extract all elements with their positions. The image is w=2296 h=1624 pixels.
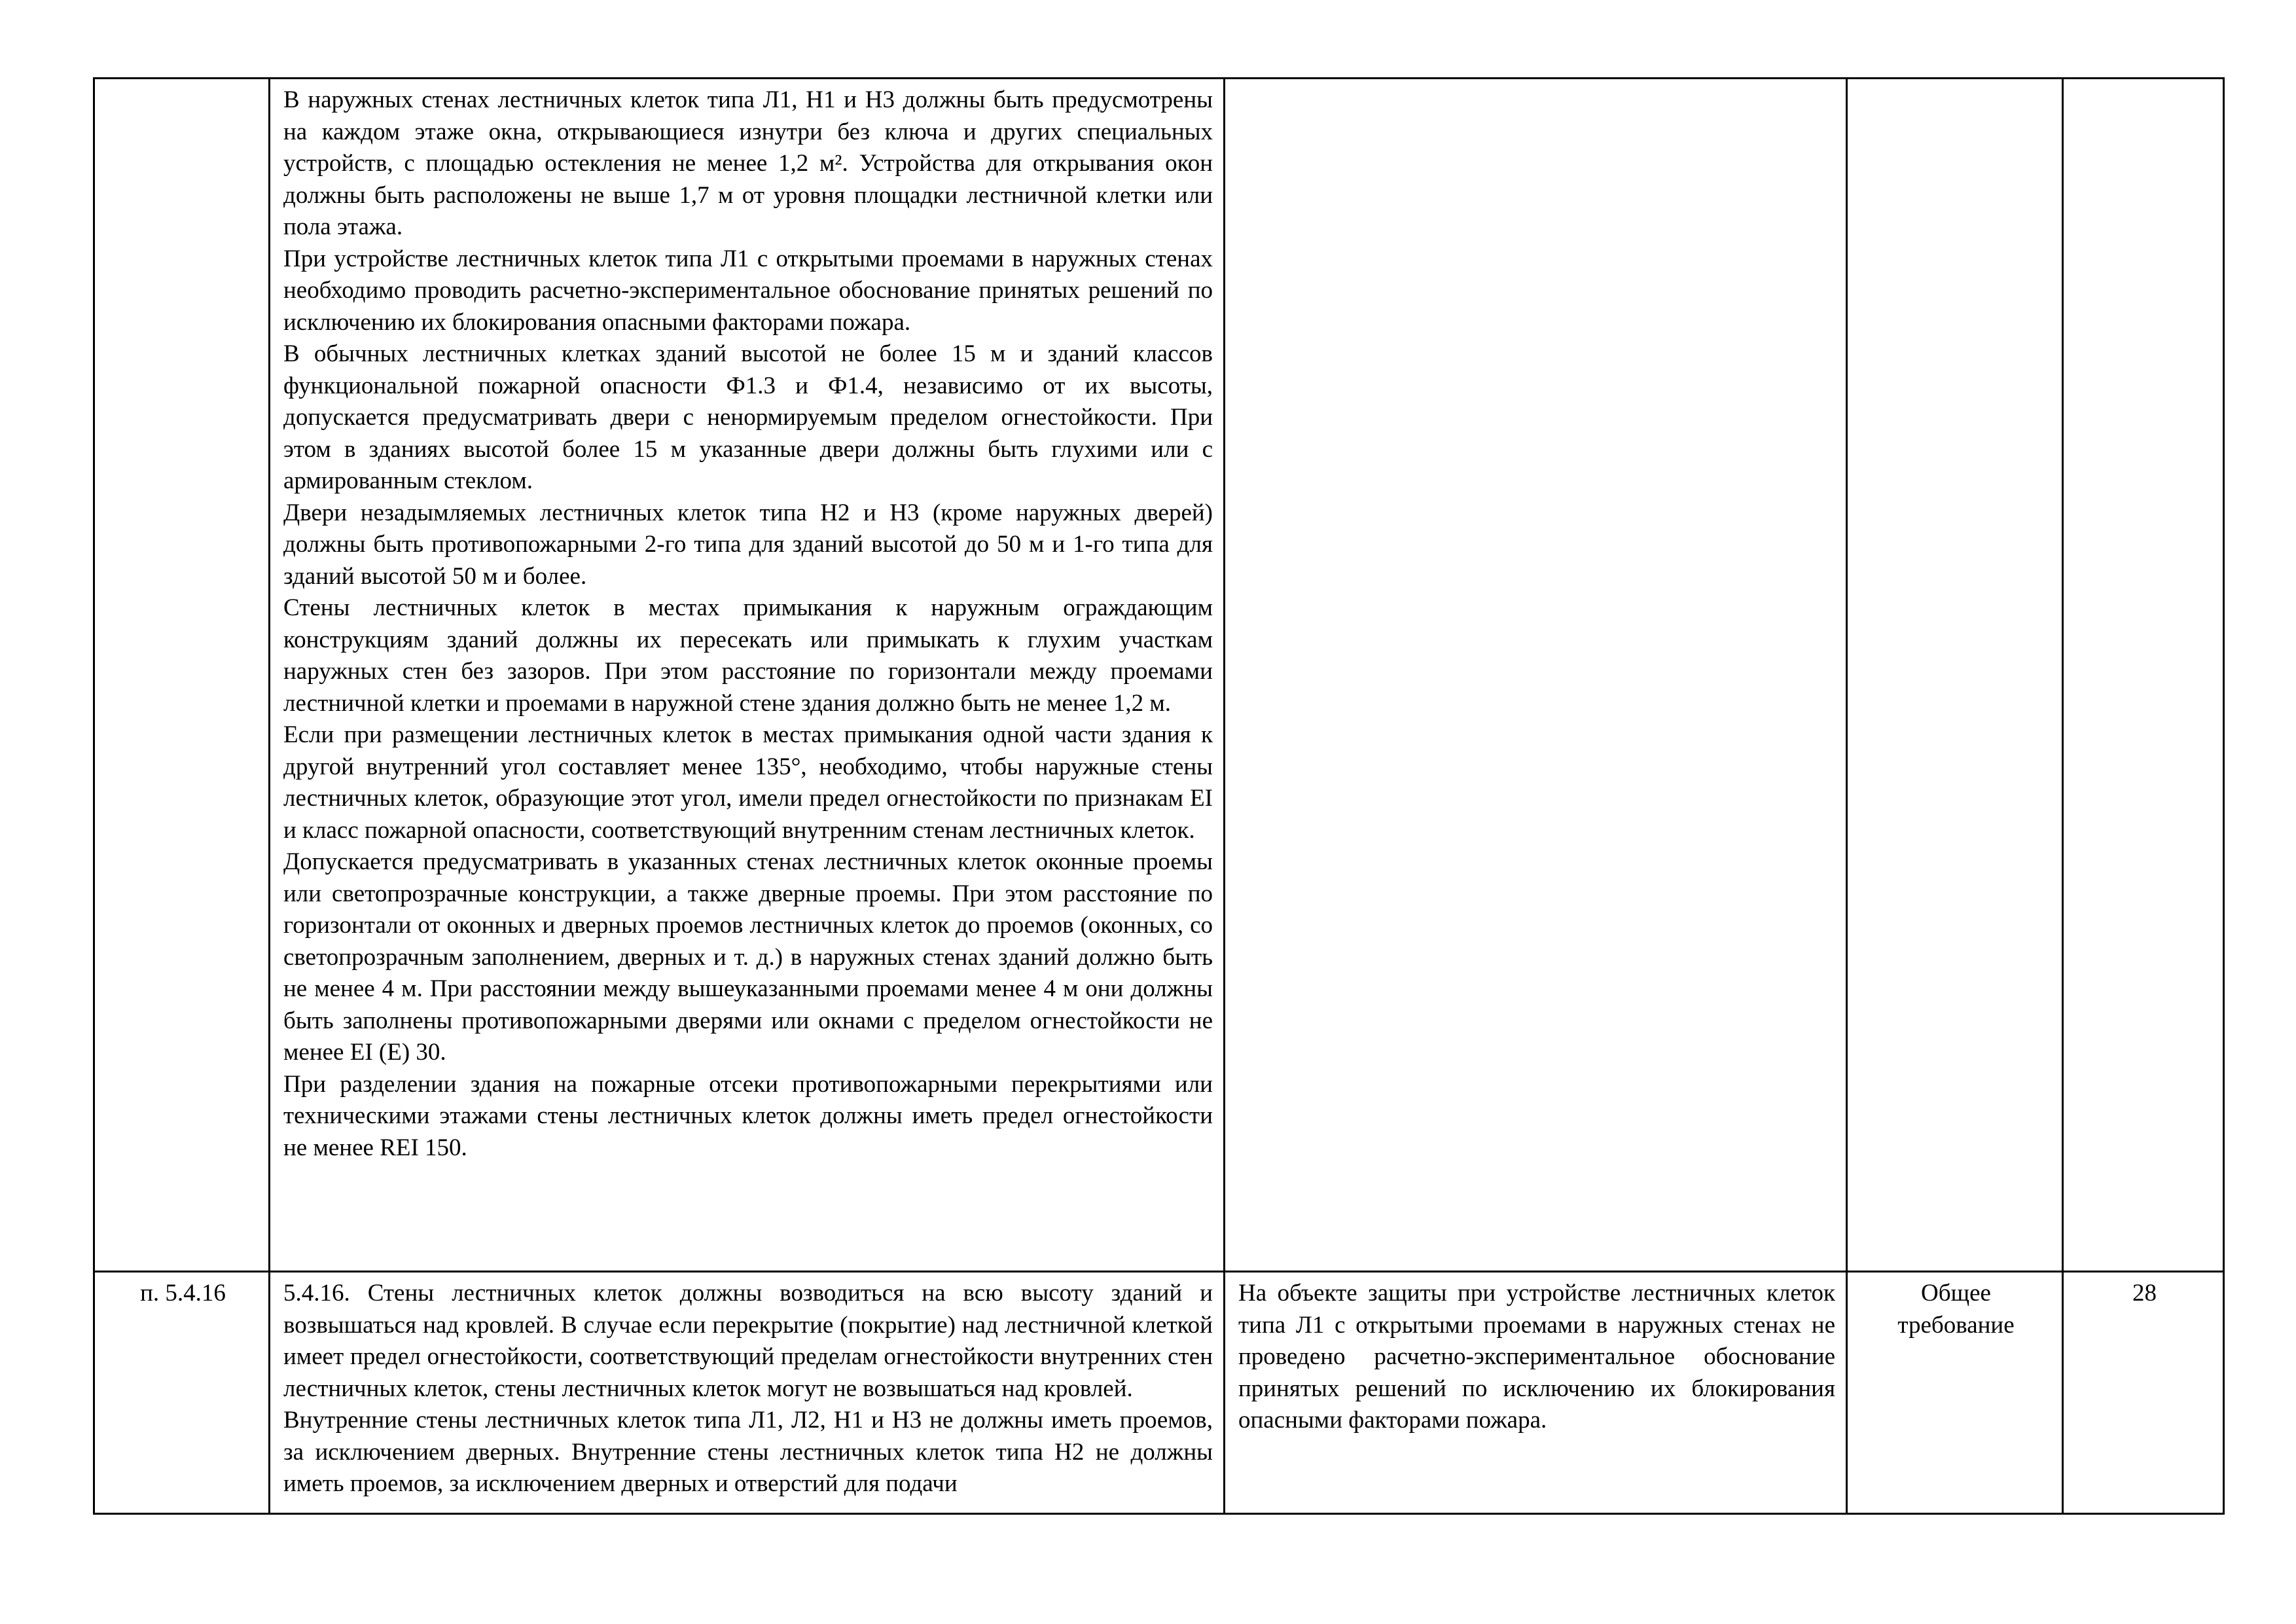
requirement-paragraph: При устройстве лестничных клеток типа Л1 с открытыми проемами в наружных стенах необходимо проводить расчетно-экспериментальное обоснование принятых решений по исключению их блокирования опасными факторами пожара. bbox=[283, 245, 1213, 336]
table-row bbox=[94, 1272, 2224, 1514]
category-cell bbox=[1847, 1272, 2063, 1514]
requirements-table bbox=[93, 77, 2225, 1515]
clause-cell bbox=[94, 79, 270, 1272]
category-line: требование bbox=[1897, 1311, 2015, 1339]
number-cell bbox=[2063, 79, 2224, 1272]
requirement-cell bbox=[270, 79, 1225, 1272]
requirement-paragraph: Если при размещении лестничных клеток в местах примыкания одной части здания к другой внутренний угол составляет менее 135°, необходимо, чтобы наружные стены лестничных клеток, образующие этот угол, имели предел огнестойкости по признакам EI и класс пожарной опасности, соответствующий внутренним стенам лестничных клеток. bbox=[283, 721, 1213, 844]
violation-paragraph: На объекте защиты при устройстве лестничных клеток типа Л1 с открытыми проемами в наружных стенах не проведено расчетно-экспериментальное обоснование принятых решений по исключению их блокирования опасными факторами пожара. bbox=[1238, 1280, 1835, 1434]
requirement-paragraph: В обычных лестничных клетках зданий высотой не более 15 м и зданий классов функциональной пожарной опасности Ф1.3 и Ф1.4, независимо от их высоты, допускается предусматривать двери с ненормируемым пределом огнестойкости. При этом в зданиях высотой более 15 м указанные двери должны быть глухими или с армированным стеклом. bbox=[283, 340, 1213, 494]
clause-text: п. 5.4.16 bbox=[140, 1280, 226, 1307]
category-line: Общее bbox=[1921, 1280, 1991, 1307]
requirement-paragraph: Двери незадымляемых лестничных клеток типа Н2 и Н3 (кроме наружных дверей) должны быть противопожарными 2-го типа для зданий высотой до 50 м и 1-го типа для зданий высотой 50 м и более. bbox=[283, 499, 1213, 590]
requirement-paragraph: При разделении здания на пожарные отсеки противопожарными перекрытиями или техническими этажами стены лестничных клеток должны иметь предел огнестойкости не менее REI 150. bbox=[283, 1070, 1213, 1161]
requirement-paragraph: В наружных стенах лестничных клеток типа Л1, Н1 и Н3 должны быть предусмотрены на каждом этаже окна, открывающиеся изнутри без ключа и других специальных устройств, с площадью остекления не менее 1,2 м². Устройства для открывания окон должны быть расположены не выше 1,7 м от уровня площадки лестничной клетки или пола этажа. bbox=[283, 86, 1213, 240]
violation-cell bbox=[1225, 1272, 1847, 1514]
clause-cell bbox=[94, 1272, 270, 1514]
requirement-paragraph: Допускается предусматривать в указанных стенах лестничных клеток оконные проемы или светопрозрачные конструкции, а также дверные проемы. При этом расстояние по горизонтали от оконных и дверных проемов лестничных клеток до проемов (оконных, со светопрозрачным заполнением, дверных и т. д.) в наружных стенах зданий должно быть не менее 4 м. При расстоянии между вышеуказанными проемами менее 4 м они должны быть заполнены противопожарными дверями или окнами с пределом огнестойкости не менее EI (E) 30. bbox=[283, 848, 1213, 1066]
violation-cell bbox=[1225, 79, 1847, 1272]
requirement-paragraph: Стены лестничных клеток в местах примыкания к наружным ограждающим конструкциям зданий должны их пересекать или примыкать к глухим участкам наружных стен без зазоров. При этом расстояние по горизонтали между проемами лестничной клетки и проемами в наружной стене здания должно быть не менее 1,2 м. bbox=[283, 594, 1213, 717]
table-row bbox=[94, 79, 2224, 1272]
requirement-paragraph: 5.4.16. Стены лестничных клеток должны возводиться на всю высоту зданий и возвышаться над кровлей. В случае если перекрытие (покрытие) над лестничной клеткой имеет предел огнестойкости, соответствующий пределам огнестойкости внутренних стен лестничных клеток, стены лестничных клеток могут не возвышаться над кровлей. bbox=[283, 1280, 1213, 1402]
requirement-paragraph: Внутренние стены лестничных клеток типа Л1, Л2, Н1 и Н3 не должны иметь проемов, за исключением дверных. Внутренние стены лестничных клеток типа Н2 не должны иметь проемов, за исключением дверных и отверстий для подачи bbox=[283, 1407, 1213, 1497]
number-text: 28 bbox=[2132, 1280, 2157, 1307]
number-cell bbox=[2063, 1272, 2224, 1514]
category-cell bbox=[1847, 79, 2063, 1272]
requirement-cell bbox=[270, 1272, 1225, 1514]
